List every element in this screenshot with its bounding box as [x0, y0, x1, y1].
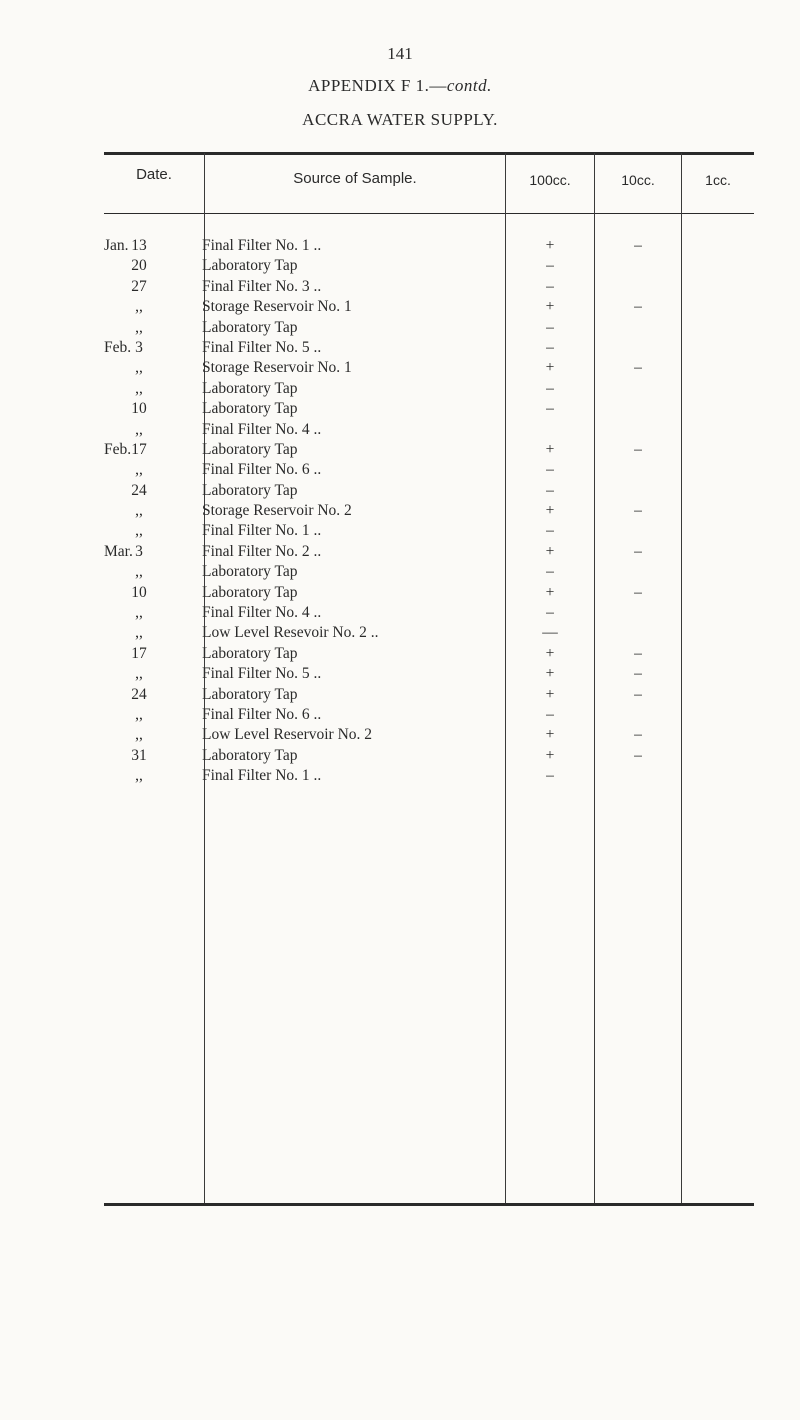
- result-100cc: +: [545, 726, 555, 744]
- date-day: 27: [131, 277, 147, 295]
- source-cell: Final Filter No. 4 ..: [202, 420, 322, 438]
- date-day: 17: [131, 644, 147, 662]
- result-100cc: +: [545, 298, 555, 316]
- table-row: [104, 318, 754, 338]
- date-day: 17: [131, 440, 147, 458]
- table-bottom-rule: [104, 1203, 754, 1206]
- date-day: ,,: [135, 522, 143, 540]
- result-10cc: –: [634, 542, 642, 560]
- table-row: [104, 583, 754, 603]
- date-day: ,,: [135, 359, 143, 377]
- header-date: Date.: [136, 166, 172, 183]
- date-day: ,,: [135, 563, 143, 581]
- result-100cc: –: [546, 379, 554, 397]
- table-row: [104, 338, 754, 358]
- result-10cc: –: [634, 440, 642, 458]
- source-cell: Final Filter No. 5 ..: [202, 665, 322, 683]
- result-10cc: –: [634, 237, 642, 254]
- table-row: [104, 440, 754, 460]
- date-day: ,,: [135, 379, 143, 397]
- header-rule: [104, 213, 754, 214]
- table-row: [104, 399, 754, 419]
- result-100cc: –: [546, 767, 554, 785]
- source-cell: Final Filter No. 5 ..: [202, 338, 322, 356]
- table-row: [104, 623, 754, 643]
- result-100cc: +: [545, 440, 555, 458]
- source-cell: Laboratory Tap: [202, 440, 298, 458]
- result-100cc: –: [546, 257, 554, 275]
- result-100cc: +: [545, 542, 555, 560]
- source-cell: Laboratory Tap: [202, 685, 298, 703]
- source-cell: Final Filter No. 6 ..: [202, 705, 322, 723]
- date-day: 20: [131, 257, 147, 275]
- source-cell: Laboratory Tap: [202, 583, 298, 601]
- table-row: [104, 644, 754, 664]
- appendix-contd: contd.: [446, 76, 492, 95]
- table-row: [104, 460, 754, 480]
- result-100cc: +: [545, 685, 555, 703]
- header-1cc: 1cc.: [705, 172, 731, 188]
- date-month: Feb.: [104, 338, 132, 356]
- date-month: Jan.: [104, 237, 129, 254]
- date-day: ,,: [135, 298, 143, 316]
- date-day: 10: [131, 400, 147, 418]
- result-100cc: –: [546, 400, 554, 418]
- page-number: 141: [387, 44, 413, 63]
- date-day: 3: [135, 542, 143, 560]
- result-100cc: +: [545, 665, 555, 683]
- result-100cc: –: [546, 705, 554, 723]
- source-cell: Laboratory Tap: [202, 481, 298, 499]
- result-10cc: –: [634, 685, 642, 703]
- date-day: ,,: [135, 461, 143, 479]
- table-row: [104, 725, 754, 745]
- result-100cc: –: [546, 481, 554, 499]
- result-100cc: +: [545, 644, 555, 662]
- date-day: 13: [131, 237, 147, 254]
- header-source: Source of Sample.: [293, 170, 417, 187]
- result-10cc: –: [634, 726, 642, 744]
- source-cell: Storage Reservoir No. 1: [202, 359, 352, 377]
- date-day: ,,: [135, 705, 143, 723]
- date-day: ,,: [135, 502, 143, 520]
- source-cell: Final Filter No. 3 ..: [202, 277, 322, 295]
- table-row: [104, 766, 754, 786]
- table-row: [104, 256, 754, 276]
- date-day: 3: [135, 338, 143, 356]
- date-day: ,,: [135, 726, 143, 744]
- source-cell: Final Filter No. 6 ..: [202, 461, 322, 479]
- date-day: ,,: [135, 624, 143, 642]
- result-100cc: –: [546, 318, 554, 336]
- table-row: [104, 358, 754, 378]
- source-cell: Laboratory Tap: [202, 318, 298, 336]
- source-cell: Final Filter No. 4 ..: [202, 604, 322, 622]
- result-100cc: –: [546, 563, 554, 581]
- appendix-heading: [0, 76, 800, 96]
- source-cell: Laboratory Tap: [202, 563, 298, 581]
- table-body: [104, 236, 754, 787]
- table-row: [104, 562, 754, 582]
- source-cell: Laboratory Tap: [202, 379, 298, 397]
- result-100cc: –: [546, 277, 554, 295]
- source-cell: Laboratory Tap: [202, 400, 298, 418]
- result-10cc: –: [634, 502, 642, 520]
- table-row: [104, 664, 754, 684]
- result-10cc: –: [634, 644, 642, 662]
- table-row: [104, 746, 754, 766]
- source-cell: Storage Reservoir No. 1: [202, 298, 352, 316]
- result-100cc: +: [545, 502, 555, 520]
- date-day: ,,: [135, 604, 143, 622]
- source-cell: Storage Reservoir No. 2: [202, 502, 352, 520]
- source-cell: Final Filter No. 1 ..: [202, 522, 322, 540]
- result-10cc: –: [634, 665, 642, 683]
- result-100cc: –: [546, 604, 554, 622]
- date-day: 24: [131, 481, 147, 499]
- date-day: 31: [131, 746, 147, 764]
- date-day: ,,: [135, 767, 143, 785]
- date-month: Mar.: [104, 542, 133, 560]
- table-row: [104, 603, 754, 623]
- source-cell: Final Filter No. 1 ..: [202, 767, 322, 785]
- table-row: [104, 685, 754, 705]
- source-cell: Low Level Reservoir No. 2: [202, 726, 373, 744]
- result-100cc: –: [546, 461, 554, 479]
- table-row: [104, 379, 754, 399]
- source-cell: Laboratory Tap: [202, 644, 298, 662]
- result-100cc: +: [545, 746, 555, 764]
- date-day: ,,: [135, 318, 143, 336]
- table-row: [104, 236, 754, 256]
- date-day: 24: [131, 685, 147, 703]
- result-100cc: +: [545, 583, 555, 601]
- source-cell: Laboratory Tap: [202, 746, 298, 764]
- table-row: [104, 501, 754, 521]
- source-cell: Laboratory Tap: [202, 257, 298, 275]
- table-row: [104, 420, 754, 440]
- source-cell: Final Filter No. 1 ..: [202, 237, 322, 254]
- table-row: [104, 297, 754, 317]
- table-row: [104, 521, 754, 541]
- header-100cc: 100cc.: [529, 172, 571, 188]
- result-100cc: +: [545, 359, 555, 377]
- header-10cc: 10cc.: [621, 172, 655, 188]
- date-day: 10: [131, 583, 147, 601]
- table-title: ACCRA WATER SUPPLY.: [302, 110, 498, 129]
- result-10cc: –: [634, 298, 642, 316]
- result-100cc: –: [546, 522, 554, 540]
- result-100cc: –: [546, 338, 554, 356]
- result-100cc: +: [545, 237, 555, 254]
- date-month: Feb.: [104, 440, 132, 458]
- source-cell: Low Level Resevoir No. 2 ..: [202, 624, 379, 642]
- result-100cc: —: [542, 624, 558, 642]
- table-row: [104, 277, 754, 297]
- date-day: ,,: [135, 420, 143, 438]
- result-10cc: –: [634, 359, 642, 377]
- date-day: ,,: [135, 665, 143, 683]
- appendix-prefix: APPENDIX F 1.—: [308, 76, 447, 95]
- table-row: [104, 705, 754, 725]
- table-row: [104, 542, 754, 562]
- result-10cc: –: [634, 583, 642, 601]
- table-top-rule: [104, 152, 754, 155]
- result-10cc: –: [634, 746, 642, 764]
- table-row: [104, 481, 754, 501]
- source-cell: Final Filter No. 2 ..: [202, 542, 322, 560]
